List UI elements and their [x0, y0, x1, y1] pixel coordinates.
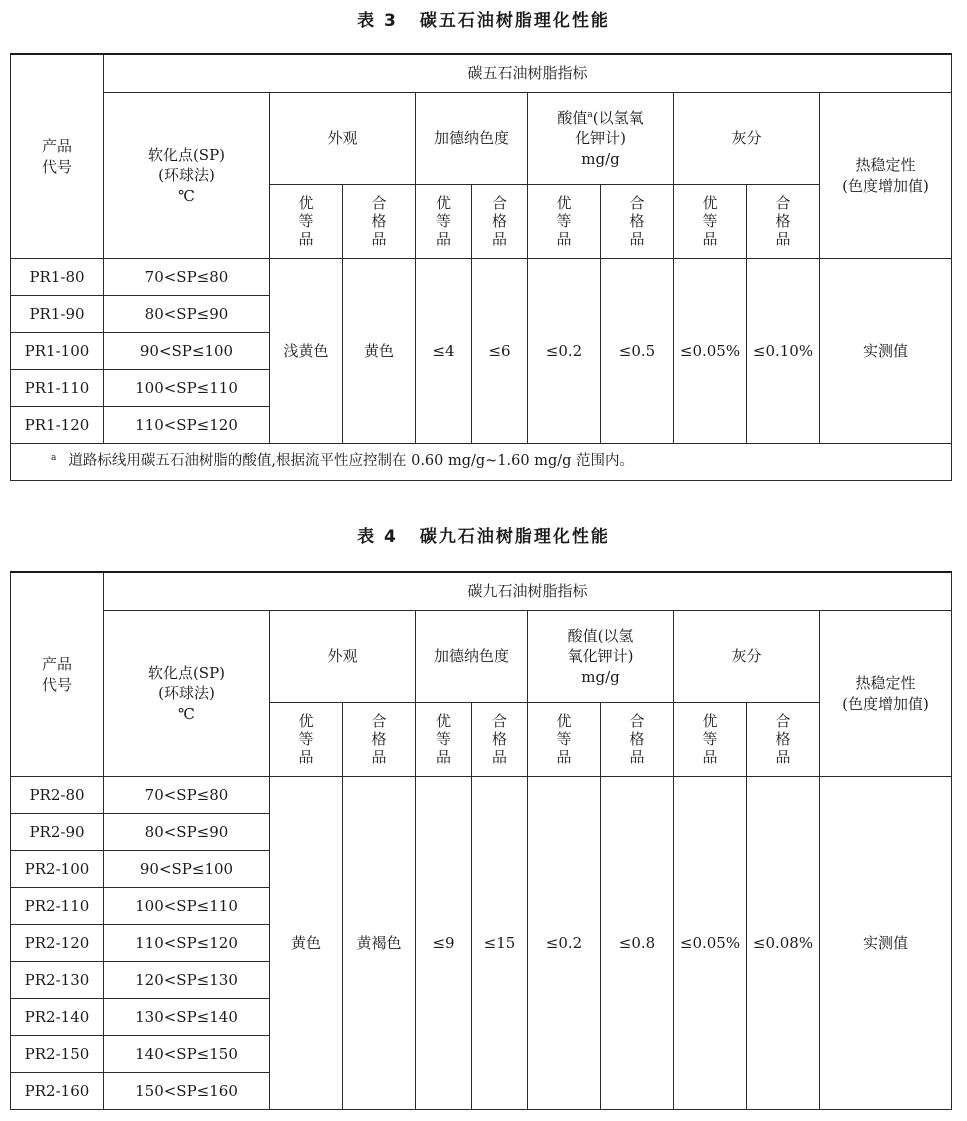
softening-range: 110<SP≤120 [104, 407, 270, 444]
appearance-qualified: 黄色 [343, 259, 416, 444]
softening-range: 90<SP≤100 [104, 851, 270, 888]
product-code: PR2-120 [11, 925, 104, 962]
grade-qualified: 合格品 [747, 185, 820, 259]
softening-range: 140<SP≤150 [104, 1036, 270, 1073]
softening-range: 110<SP≤120 [104, 925, 270, 962]
product-code: PR2-100 [11, 851, 104, 888]
grade-superior: 优等品 [528, 703, 601, 777]
header-acid-value: 酸值$^a$(以氢氧 化钾计) mg/g [528, 93, 674, 185]
color-superior: ≤4 [416, 259, 472, 444]
table-4-number: 表 4 [357, 527, 398, 547]
softening-range: 70<SP≤80 [104, 259, 270, 296]
table-3-number: 表 3 [357, 11, 398, 31]
grade-qualified: 合格品 [472, 185, 528, 259]
table-3-footnote [11, 444, 952, 481]
product-code: PR2-160 [11, 1073, 104, 1110]
softening-range: 100<SP≤110 [104, 888, 270, 925]
product-code: PR2-110 [11, 888, 104, 925]
product-code: PR1-100 [11, 333, 104, 370]
product-code: PR2-140 [11, 999, 104, 1036]
acid-superior: ≤0.2 [528, 777, 601, 1110]
ash-superior: ≤0.05% [674, 777, 747, 1110]
header-product-code: 产品 代号 [11, 572, 104, 777]
grade-superior: 优等品 [270, 703, 343, 777]
ash-qualified: ≤0.10% [747, 259, 820, 444]
grade-qualified: 合格品 [601, 703, 674, 777]
table-3-title: 碳五石油树脂理化性能 [419, 11, 610, 31]
header-group: 碳五石油树脂指标 [104, 54, 952, 93]
header-ash: 灰分 [674, 611, 820, 703]
softening-range: 80<SP≤90 [104, 296, 270, 333]
appearance-superior: 黄色 [270, 777, 343, 1110]
grade-qualified: 合格品 [601, 185, 674, 259]
header-acid-value: 酸值(以氢 氧化钾计) mg/g [528, 611, 674, 703]
color-qualified: ≤6 [472, 259, 528, 444]
product-code: PR1-120 [11, 407, 104, 444]
grade-qualified: 合格品 [747, 703, 820, 777]
header-ash: 灰分 [674, 93, 820, 185]
softening-range: 130<SP≤140 [104, 999, 270, 1036]
softening-range: 90<SP≤100 [104, 333, 270, 370]
header-gardner-color: 加德纳色度 [416, 611, 528, 703]
footnote-text: 道路标线用碳五石油树脂的酸值,根据流平性应控制在 0.60 mg/g~1.60 mg/g 范围内。 [68, 453, 635, 470]
header-thermal-stability: 热稳定性 (色度增加值) [820, 611, 952, 777]
table-4 [10, 571, 952, 1110]
product-code: PR2-80 [11, 777, 104, 814]
softening-range: 80<SP≤90 [104, 814, 270, 851]
appearance-qualified: 黄褐色 [343, 777, 416, 1110]
header-thermal-stability: 热稳定性 (色度增加值) [820, 93, 952, 259]
header-gardner-color: 加德纳色度 [416, 93, 528, 185]
grade-superior: 优等品 [674, 703, 747, 777]
softening-range: 70<SP≤80 [104, 777, 270, 814]
footnote-mark: a [51, 453, 57, 464]
table-4-caption [0, 522, 967, 547]
acid-qualified: ≤0.5 [601, 259, 674, 444]
grade-superior: 优等品 [416, 703, 472, 777]
product-code: PR1-80 [11, 259, 104, 296]
product-code: PR1-110 [11, 370, 104, 407]
header-appearance: 外观 [270, 93, 416, 185]
acid-qualified: ≤0.8 [601, 777, 674, 1110]
softening-range: 150<SP≤160 [104, 1073, 270, 1110]
table-row [11, 259, 952, 296]
grade-superior: 优等品 [270, 185, 343, 259]
table-row [11, 777, 952, 814]
thermal-value: 实测值 [820, 259, 952, 444]
color-superior: ≤9 [416, 777, 472, 1110]
table-3 [10, 53, 952, 481]
grade-superior: 优等品 [416, 185, 472, 259]
table-3-caption [0, 6, 967, 31]
header-appearance: 外观 [270, 611, 416, 703]
header-product-code: 产品 代号 [11, 54, 104, 259]
thermal-value: 实测值 [820, 777, 952, 1110]
table-4-title: 碳九石油树脂理化性能 [419, 527, 610, 547]
grade-superior: 优等品 [528, 185, 601, 259]
ash-qualified: ≤0.08% [747, 777, 820, 1110]
color-qualified: ≤15 [472, 777, 528, 1110]
grade-qualified: 合格品 [472, 703, 528, 777]
grade-qualified: 合格品 [343, 703, 416, 777]
product-code: PR2-150 [11, 1036, 104, 1073]
product-code: PR1-90 [11, 296, 104, 333]
appearance-superior: 浅黄色 [270, 259, 343, 444]
ash-superior: ≤0.05% [674, 259, 747, 444]
grade-superior: 优等品 [674, 185, 747, 259]
softening-range: 100<SP≤110 [104, 370, 270, 407]
grade-qualified: 合格品 [343, 185, 416, 259]
product-code: PR2-130 [11, 962, 104, 999]
header-softening-point: 软化点(SP) (环球法) ℃ [104, 93, 270, 259]
header-group: 碳九石油树脂指标 [104, 572, 952, 611]
acid-superior: ≤0.2 [528, 259, 601, 444]
product-code: PR2-90 [11, 814, 104, 851]
header-softening-point: 软化点(SP) (环球法) ℃ [104, 611, 270, 777]
softening-range: 120<SP≤130 [104, 962, 270, 999]
